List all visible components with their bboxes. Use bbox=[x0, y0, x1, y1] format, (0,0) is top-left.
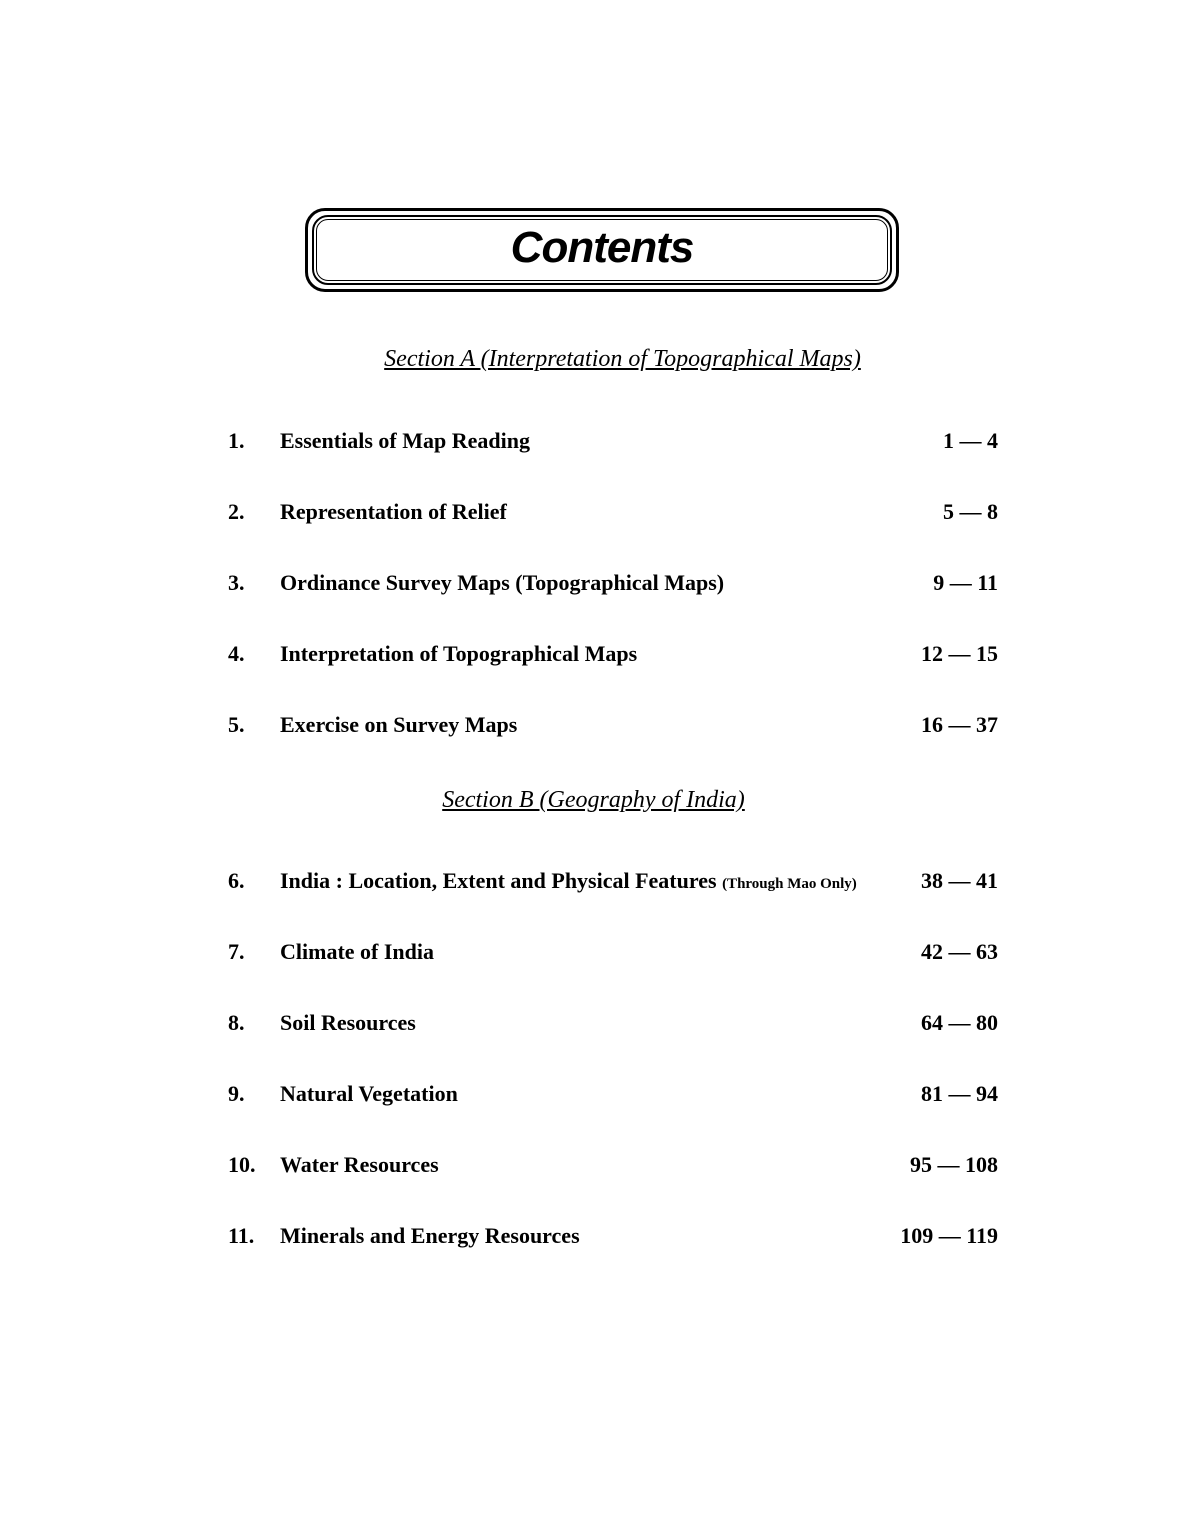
entry-title: Exercise on Survey Maps bbox=[280, 712, 518, 737]
entry-title: Natural Vegetation bbox=[280, 1081, 458, 1106]
entry-pages: 81 — 94 bbox=[921, 1081, 998, 1106]
entry-number: 6. bbox=[228, 868, 245, 893]
entry-title: Representation of Relief bbox=[280, 499, 507, 524]
entry-title: India : Location, Extent and Physical Features bbox=[280, 868, 717, 893]
entry-number: 7. bbox=[228, 939, 245, 964]
entry-title: Water Resources bbox=[280, 1152, 439, 1177]
entry-pages: 16 — 37 bbox=[921, 712, 998, 737]
entry-title: Ordinance Survey Maps (Topographical Maps) bbox=[280, 570, 725, 595]
toc-entry-5[interactable] bbox=[228, 710, 998, 740]
entry-note: (Through Mao Only) bbox=[722, 876, 857, 892]
entry-pages: 12 — 15 bbox=[921, 641, 998, 666]
entry-title: Minerals and Energy Resources bbox=[280, 1223, 580, 1248]
page-title: Contents bbox=[510, 223, 694, 272]
toc-entry-10[interactable] bbox=[228, 1150, 998, 1180]
entry-number: 1. bbox=[228, 428, 245, 453]
entry-title: Interpretation of Topographical Maps bbox=[280, 641, 638, 666]
entry-pages: 5 — 8 bbox=[943, 499, 998, 524]
page-title-frame bbox=[305, 208, 899, 292]
toc-entry-1[interactable] bbox=[228, 426, 998, 456]
entry-pages: 95 — 108 bbox=[910, 1152, 998, 1177]
entry-pages: 38 — 41 bbox=[921, 868, 998, 893]
entry-number: 10. bbox=[228, 1152, 256, 1177]
entry-title: Climate of India bbox=[280, 939, 434, 964]
entry-number: 8. bbox=[228, 1010, 245, 1035]
section-a-heading: Section A (Interpretation of Topographical Maps) bbox=[384, 346, 861, 372]
entry-number: 3. bbox=[228, 570, 245, 595]
entry-pages: 1 — 4 bbox=[943, 428, 998, 453]
entry-pages: 109 — 119 bbox=[900, 1223, 998, 1248]
toc-entry-7[interactable] bbox=[228, 937, 998, 967]
entry-number: 9. bbox=[228, 1081, 245, 1106]
entry-number: 5. bbox=[228, 712, 245, 737]
toc-entry-6[interactable] bbox=[228, 866, 998, 896]
toc-entry-11[interactable] bbox=[228, 1221, 998, 1251]
entry-pages: 64 — 80 bbox=[921, 1010, 998, 1035]
entry-title: Essentials of Map Reading bbox=[280, 428, 530, 453]
entry-number: 2. bbox=[228, 499, 245, 524]
entry-title-wrap bbox=[280, 866, 857, 899]
entry-number: 4. bbox=[228, 641, 245, 666]
toc-entry-9[interactable] bbox=[228, 1079, 998, 1109]
entry-number: 11. bbox=[228, 1223, 255, 1248]
toc-entry-4[interactable] bbox=[228, 639, 998, 669]
toc-entry-2[interactable] bbox=[228, 497, 998, 527]
entry-title: Soil Resources bbox=[280, 1010, 416, 1035]
section-b-heading: Section B (Geography of India) bbox=[442, 787, 745, 813]
toc-entry-8[interactable] bbox=[228, 1008, 998, 1038]
toc-entry-3[interactable] bbox=[228, 568, 998, 598]
entry-pages: 42 — 63 bbox=[921, 939, 998, 964]
entry-pages: 9 — 11 bbox=[933, 570, 998, 595]
